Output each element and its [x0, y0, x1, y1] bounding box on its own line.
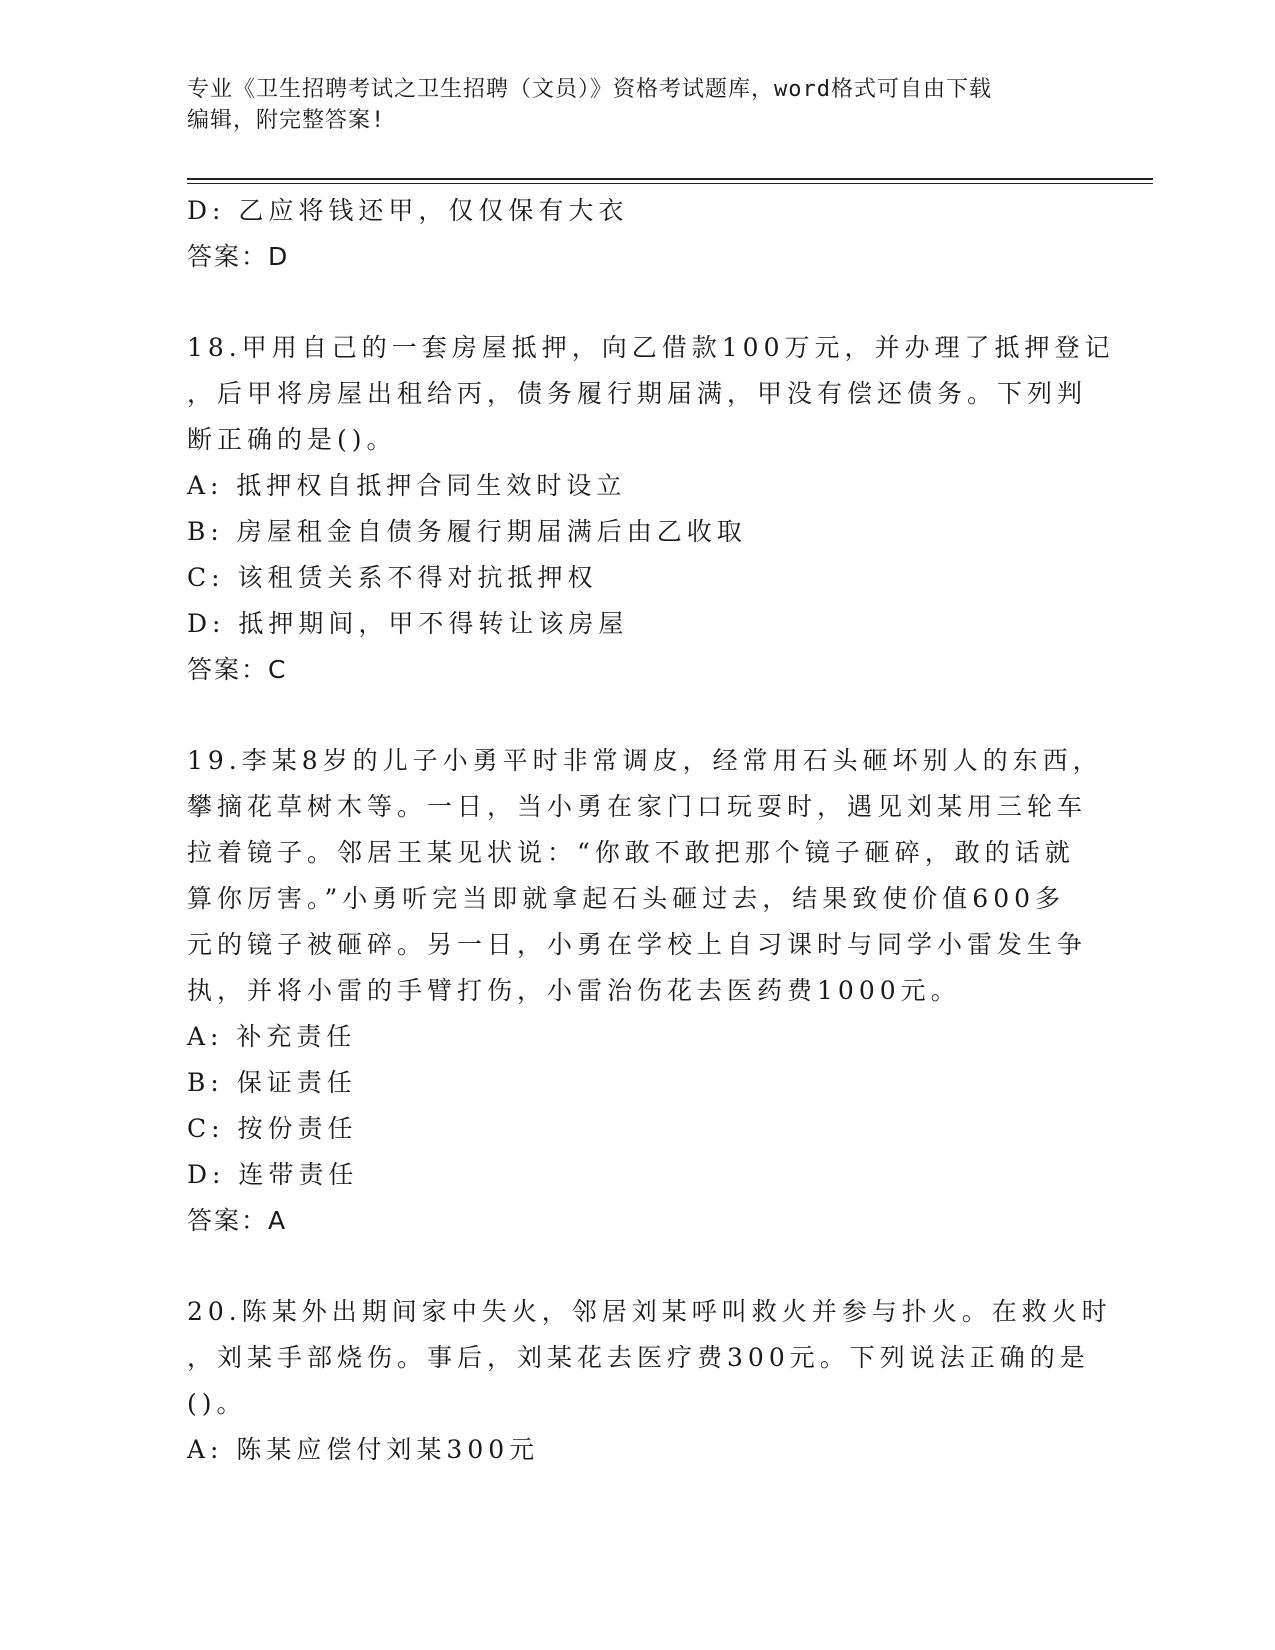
question-text-line: ，刘某手部烧伤。事后，刘某花去医疗费300元。下列说法正确的是: [187, 1343, 1090, 1372]
option-b: B: 保证责任: [187, 1068, 357, 1097]
previous-question-answer: 答案：D: [187, 242, 290, 271]
spacer: [187, 1244, 1087, 1289]
option-a: A: 抵押权自抵押合同生效时设立: [187, 471, 627, 500]
question-text-line: ，后甲将房屋出租给丙，债务履行期届满，甲没有偿还债务。下列判: [187, 379, 1088, 408]
header-divider-thin: [187, 183, 1153, 184]
answer: 答案：A: [187, 1206, 288, 1235]
header-divider-thick: [187, 178, 1153, 180]
option-c: C: 该租赁关系不得对抗抵押权: [187, 563, 598, 592]
question-text-line: 算你厉害。”小勇听完当即就拿起石头砸过去，结果致使价值600多: [187, 884, 1066, 913]
spacer: [187, 280, 1087, 325]
question-text-line: 拉着镜子。邻居王某见状说：“你敢不敢把那个镜子砸碎，敢的话就: [187, 838, 1075, 867]
question-text-line: 执，并将小雷的手臂打伤，小雷治伤花去医药费1000元。: [187, 976, 961, 1005]
document-body: [187, 188, 1115, 1473]
previous-question-option-d: D: 乙应将钱还甲，仅仅保有大衣: [187, 196, 629, 225]
option-b: B: 房屋租金自债务履行期届满后由乙收取: [187, 517, 747, 546]
header-line-1: 专业《卫生招聘考试之卫生招聘（文员）》资格考试题库，word格式可自由下载: [187, 77, 992, 102]
option-c: C: 按份责任: [187, 1114, 358, 1143]
question-text-line: 断正确的是()。: [187, 425, 397, 454]
question-19: [187, 738, 1103, 1244]
question-text-line: 18.甲用自己的一套房屋抵押，向乙借款100万元，并办理了抵押登记: [187, 333, 1115, 362]
question-text-line: 元的镜子被砸碎。另一日，小勇在学校上自习课时与同学小雷发生争: [187, 930, 1088, 959]
question-text-line: ()。: [187, 1389, 247, 1418]
spacer: [187, 693, 1087, 738]
question-text-line: 20.陈某外出期间家中失火，邻居刘某呼叫救火并参与扑火。在救火时: [187, 1297, 1112, 1326]
answer: 答案：C: [187, 655, 288, 684]
question-20: [187, 1289, 1112, 1473]
document-header: [187, 74, 1087, 136]
option-d: D: 连带责任: [187, 1160, 359, 1189]
question-text-line: 19.李某8岁的儿子小勇平时非常调皮，经常用石头砸坏别人的东西，: [187, 746, 1103, 775]
option-d: D: 抵押期间，甲不得转让该房屋: [187, 609, 629, 638]
header-line-2: 编辑，附完整答案!: [187, 108, 386, 133]
question-text-line: 攀摘花草树木等。一日，当小勇在家门口玩耍时，遇见刘某用三轮车: [187, 792, 1088, 821]
question-18: [187, 325, 1115, 693]
option-a: A: 补充责任: [187, 1022, 357, 1051]
option-a: A: 陈某应偿付刘某300元: [187, 1435, 540, 1464]
